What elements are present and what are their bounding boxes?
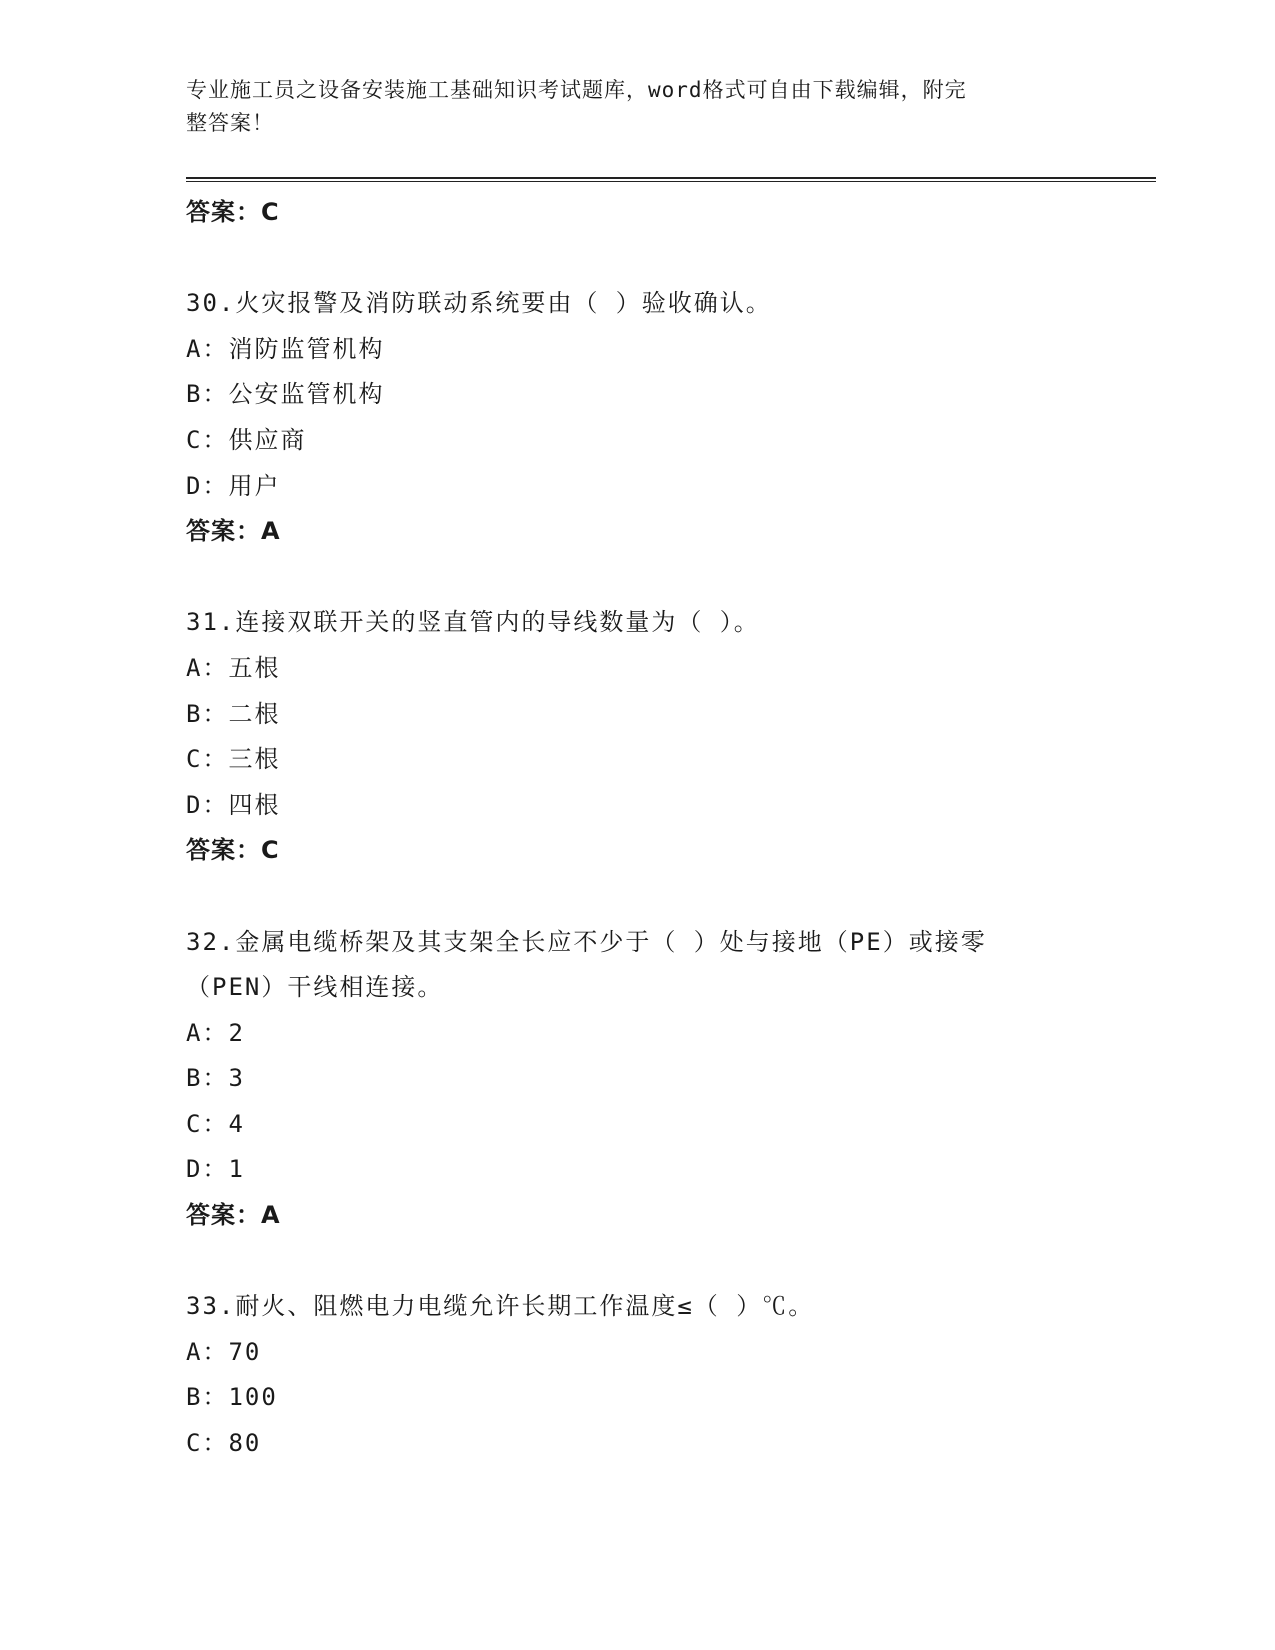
option-d: D：四根 (186, 790, 281, 819)
header-line-2: 整答案！ (186, 111, 274, 135)
question-list (186, 190, 1156, 1467)
option-c: C：供应商 (186, 425, 307, 454)
option-b: B：公安监管机构 (186, 380, 385, 409)
question-answer: 答案：C (186, 836, 280, 865)
question-stem: 31.连接双联开关的竖直管内的导线数量为（ ）。 (186, 608, 760, 637)
question-answer: 答案：A (186, 1201, 281, 1230)
question-stem-continued: （PEN）干线相连接。 (186, 973, 444, 1002)
option-a: A：消防监管机构 (186, 334, 385, 363)
option-d: D：1 (186, 1155, 245, 1184)
header-line-1: 专业施工员之设备安装施工基础知识考试题库，word格式可自由下载编辑，附完 (186, 78, 967, 102)
option-a: A：五根 (186, 653, 281, 682)
question-stem: 32.金属电缆桥架及其支架全长应不少于（ ）处与接地（PE）或接零 (186, 927, 987, 956)
option-d: D：用户 (186, 471, 281, 500)
option-c: C：4 (186, 1109, 245, 1138)
document-header (186, 74, 1046, 140)
question-31 (186, 600, 1156, 874)
header-divider (186, 177, 1156, 182)
question-stem: 30.火灾报警及消防联动系统要由（ ）验收确认。 (186, 289, 772, 318)
question-33 (186, 1284, 1156, 1466)
option-a: A：70 (186, 1337, 262, 1366)
option-b: B：3 (186, 1064, 245, 1093)
question-stem: 33.耐火、阻燃电力电缆允许长期工作温度≤（ ）℃。 (186, 1292, 815, 1321)
option-b: B：二根 (186, 699, 281, 728)
question-32 (186, 920, 1156, 1239)
previous-answer: 答案：C (186, 198, 280, 226)
question-30 (186, 281, 1156, 555)
option-c: C：80 (186, 1429, 262, 1458)
question-answer: 答案：A (186, 517, 281, 546)
option-b: B：100 (186, 1383, 278, 1412)
option-a: A：2 (186, 1018, 245, 1047)
document-page (186, 0, 1156, 1650)
option-c: C：三根 (186, 745, 281, 774)
